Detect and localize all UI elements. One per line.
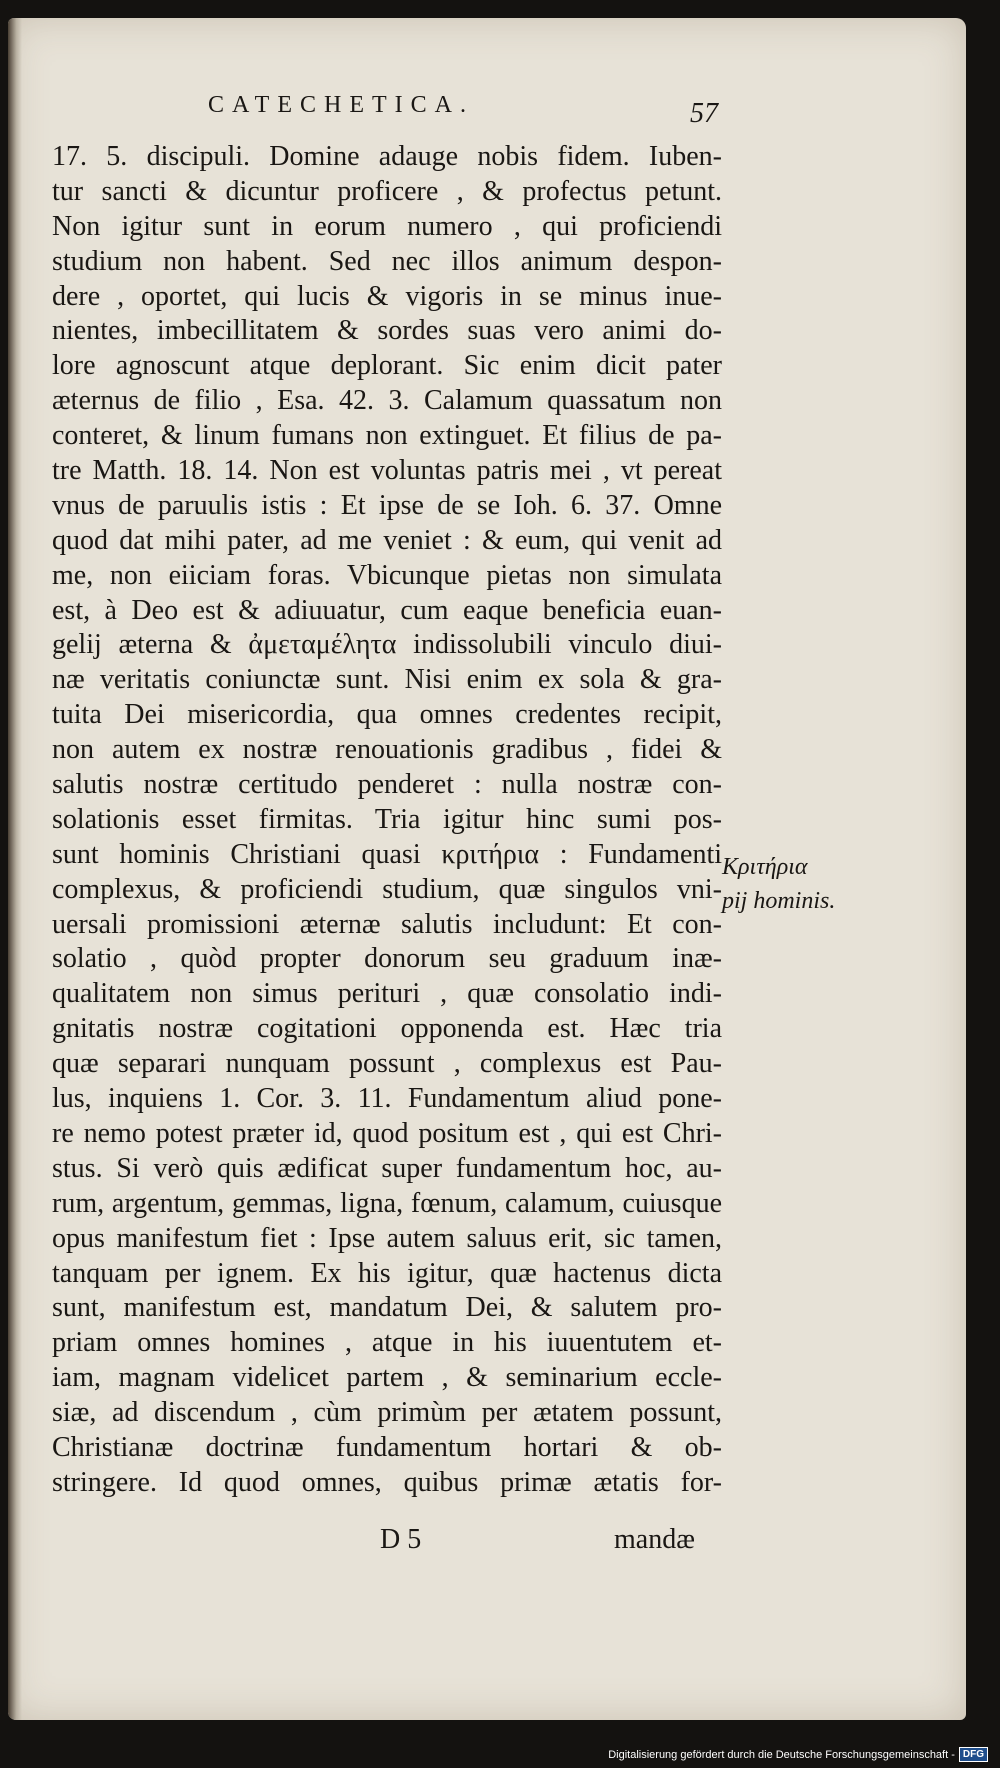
dfg-logo: DFG — [959, 1747, 988, 1762]
marginal-note-line: pij hominis. — [722, 888, 836, 914]
book-page — [8, 18, 966, 1720]
text-line: stringere. Id quod omnes, quibus primæ ætatis for- — [52, 1466, 722, 1498]
text-line: æternus de filio , Esa. 42. 3. Calamum quassatum non — [52, 385, 722, 417]
text-line: siæ, ad discendum , cùm primùm per ætatem possunt, — [52, 1397, 722, 1429]
page-footer — [8, 1524, 708, 1558]
text-line: me, non eiiciam foras. Vbicunque pietas non simulata — [52, 559, 722, 591]
text-line: lus, inquiens 1. Cor. 3. 11. Fundamentum aliud pone- — [52, 1083, 722, 1115]
text-line: dere , oportet, qui lucis & vigoris in se minus inue- — [52, 280, 722, 312]
text-line: næ veritatis coniunctæ sunt. Nisi enim ex sola & gra- — [52, 664, 722, 696]
text-line: quod dat mihi pater, ad me veniet : & eum, qui venit ad — [52, 524, 722, 556]
text-line: tanquam per ignem. Ex his igitur, quæ hactenus dicta — [52, 1257, 722, 1289]
text-line: iam, magnam videlicet partem , & seminarium eccle- — [52, 1362, 722, 1394]
text-line: Non igitur sunt in eorum numero , qui proficiendi — [52, 210, 722, 242]
text-line: non autem ex nostræ renouationis gradibus , fidei & — [52, 734, 722, 766]
text-line: tur sancti & dicuntur proficere , & profectus petunt. — [52, 175, 722, 207]
digitization-credit — [608, 1747, 988, 1762]
text-line: vnus de paruulis istis : Et ipse de se Ioh. 6. 37. Omne — [52, 489, 722, 521]
running-title: CATECHETICA. — [208, 92, 474, 118]
text-line: salutis nostræ certitudo penderet : nulla nostræ con- — [52, 769, 722, 801]
text-line: Christianæ doctrinæ fundamentum hortari & ob- — [52, 1431, 722, 1463]
page-number: 57 — [690, 98, 718, 129]
credit-text: Digitalisierung gefördert durch die Deutsche Forschungsgemeinschaft - — [608, 1748, 955, 1761]
text-line: solationis esset firmitas. Tria igitur hinc sumi pos- — [52, 803, 722, 835]
text-line: lore agnoscunt atque deplorant. Sic enim dicit pater — [52, 350, 722, 382]
text-line: conteret, & linum fumans non extinguet. Et filius de pa- — [52, 420, 722, 452]
catchword: mandæ — [614, 1524, 695, 1555]
text-line: 17. 5. discipuli. Domine adauge nobis fidem. Iuben- — [52, 141, 722, 172]
text-line: qualitatem non simus perituri , quæ consolatio indi- — [52, 978, 722, 1010]
binding-gutter — [8, 18, 22, 1720]
marginal-note — [722, 850, 872, 918]
text-line: gnitatis nostræ cogitationi opponenda est. Hæc tria — [52, 1013, 722, 1045]
text-line: priam omnes homines , atque in his iuuentutem et- — [52, 1327, 722, 1359]
text-line: re nemo potest præter id, quod positum est , qui est Chri- — [52, 1117, 722, 1149]
text-line: solatio , quòd propter donorum seu graduum inæ- — [52, 943, 722, 975]
signature-mark: D 5 — [380, 1524, 422, 1555]
text-line: sunt hominis Christiani quasi κριτήρια : Fundamenti — [52, 838, 722, 870]
text-line: stus. Si verò quis ædificat super fundamentum hoc, au- — [52, 1152, 722, 1184]
text-line: est, à Deo est & adiuuatur, cum eaque beneficia euan- — [52, 594, 722, 626]
text-line: uersali promissioni æternæ salutis includunt: Et con- — [52, 908, 722, 940]
marginal-note-line: Κριτήρια — [722, 854, 808, 880]
text-line: rum, argentum, gemmas, ligna, fœnum, calamum, cuiusque — [52, 1187, 722, 1219]
text-line: complexus, & proficiendi studium, quæ singulos vni- — [52, 873, 722, 905]
text-line: opus manifestum fiet : Ipse autem saluus erit, sic tamen, — [52, 1222, 722, 1254]
text-line: gelij æterna & ἀμεταμέλητα indissolubili vinculo diui- — [52, 629, 722, 661]
text-line: nientes, imbecillitatem & sordes suas vero animi do- — [52, 315, 722, 347]
text-line: studium non habent. Sed nec illos animum despon- — [52, 245, 722, 277]
body-text — [52, 140, 722, 1501]
text-line: quæ separari nunquam possunt , complexus est Pau- — [52, 1048, 722, 1080]
text-line: tre Matth. 18. 14. Non est voluntas patris mei , vt pereat — [52, 455, 722, 487]
text-line: sunt, manifestum est, mandatum Dei, & salutem pro- — [52, 1292, 722, 1324]
text-line: tuita Dei misericordia, qua omnes credentes recipit, — [52, 699, 722, 731]
